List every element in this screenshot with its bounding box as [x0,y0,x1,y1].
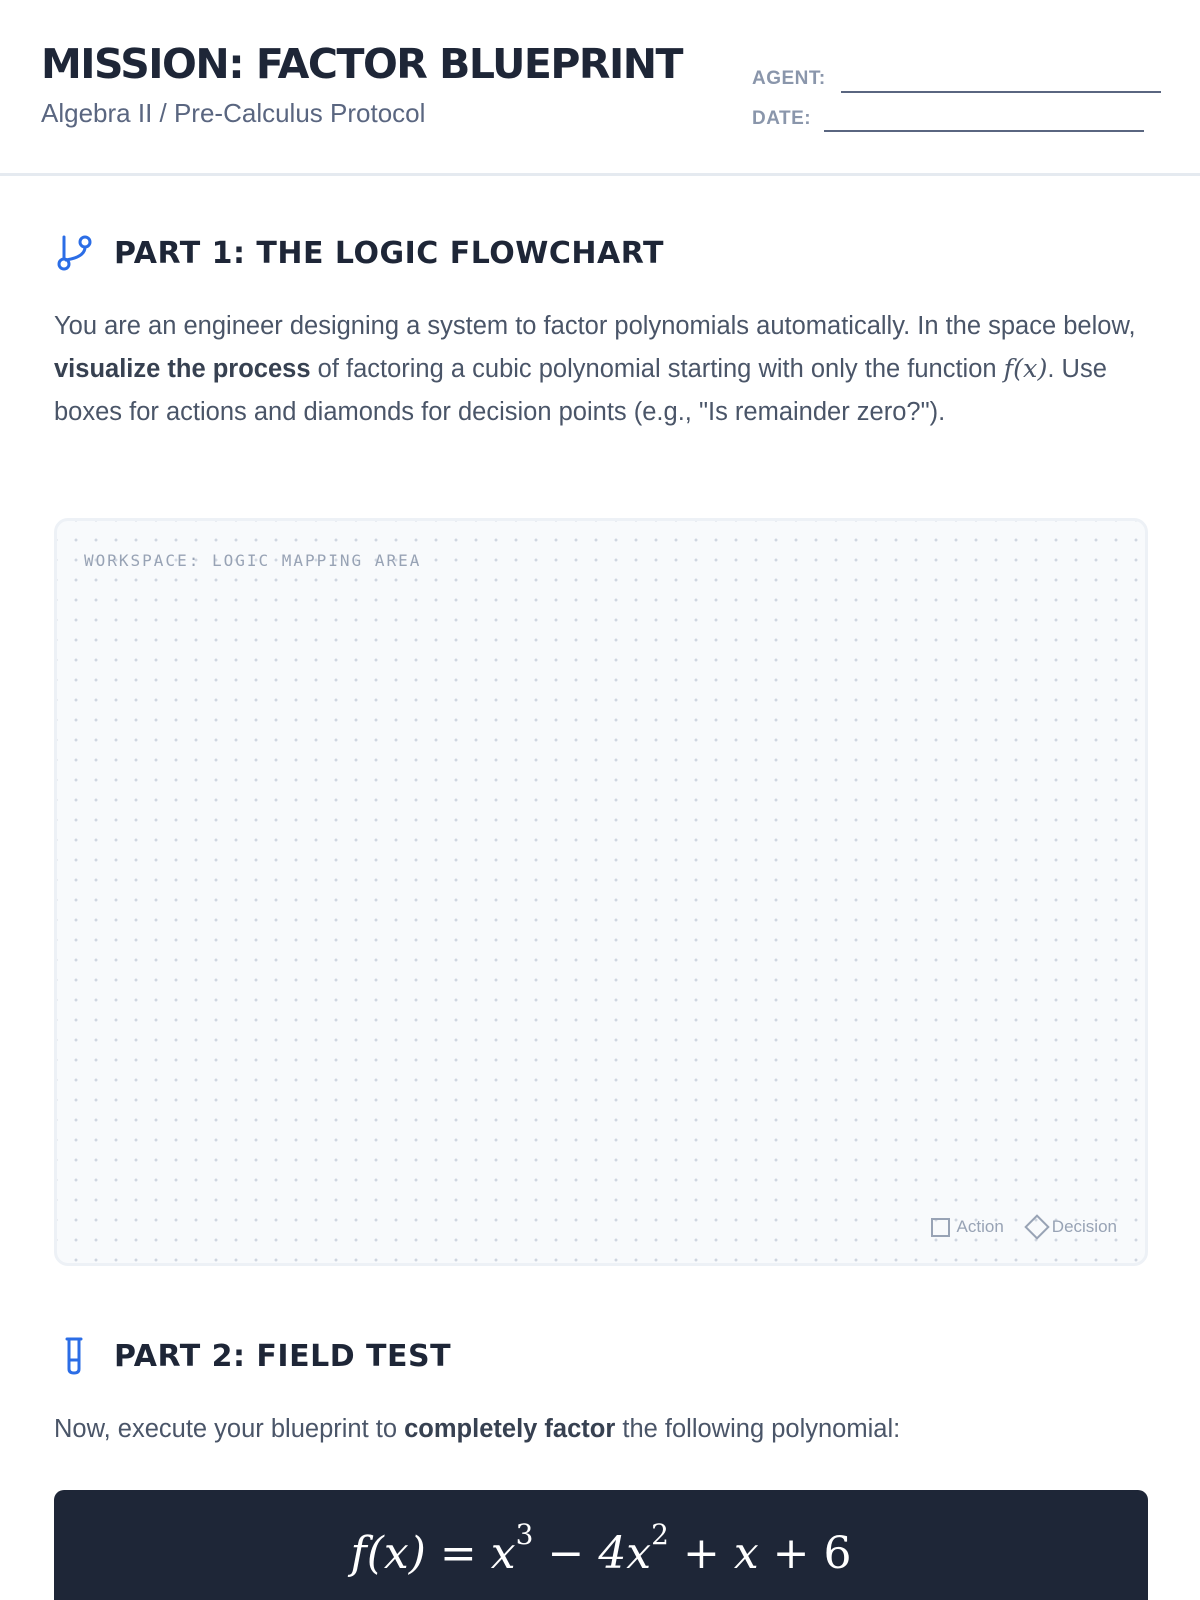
formula-term: x [733,1528,759,1579]
polynomial-display [54,1490,1148,1600]
instructions-text: the following polynomial: [615,1415,901,1443]
instructions-text: You are an engineer designing a system to factor polynomials automatically. In the space below, [54,312,1136,340]
formula-exponent: 2 [651,1518,669,1551]
formula-term: 4x [598,1528,652,1579]
workspace-label: WORKSPACE: LOGIC MAPPING AREA [84,551,422,570]
formula-equals: = [439,1528,477,1579]
instructions-emphasis: completely factor [404,1415,616,1443]
instructions-text: Now, execute your blueprint to [54,1415,405,1443]
action-box-icon [931,1218,950,1237]
agent-field[interactable] [841,91,1161,93]
part1-heading: PART 1: THE LOGIC FLOWCHART [114,235,664,271]
git-branch-icon [56,233,92,273]
function-notation: f(x) [1003,354,1048,384]
instructions-text: . Use boxes for actions and diamonds for decision points (e.g., "Is remainder zero?"). [54,355,1107,426]
formula-lhs: f(x) [350,1528,426,1579]
part2-heading: PART 2: FIELD TEST [114,1338,452,1374]
instructions-text: of factoring a cubic polynomial starting with only the function [310,355,1004,383]
formula-operator: + [682,1528,720,1579]
formula-operator: + [772,1528,810,1579]
part1-instructions [54,305,1154,434]
legend-decision-label: Decision [1051,1217,1117,1236]
formula-term: 6 [823,1528,852,1579]
part1-header [56,233,664,273]
decision-diamond-icon [1024,1214,1049,1239]
legend-action-label: Action [956,1217,1004,1236]
part2-header [56,1336,451,1376]
instructions-emphasis: visualize the process [54,355,311,383]
date-field[interactable] [824,130,1144,132]
logic-mapping-workspace[interactable] [54,518,1148,1266]
shape-legend [931,1217,1117,1237]
part2-instructions [54,1408,1154,1451]
formula-term: x [490,1528,516,1579]
agent-label: AGENT: [752,68,826,89]
page-subtitle: Algebra II / Pre-Calculus Protocol [41,98,426,128]
formula-operator: − [547,1528,585,1579]
date-label: DATE: [752,108,812,129]
page-header [0,0,1200,176]
polynomial-formula [54,1518,1148,1579]
page-title: MISSION: FACTOR BLUEPRINT [41,40,683,88]
formula-exponent: 3 [515,1518,534,1551]
test-tube-icon [56,1336,92,1376]
